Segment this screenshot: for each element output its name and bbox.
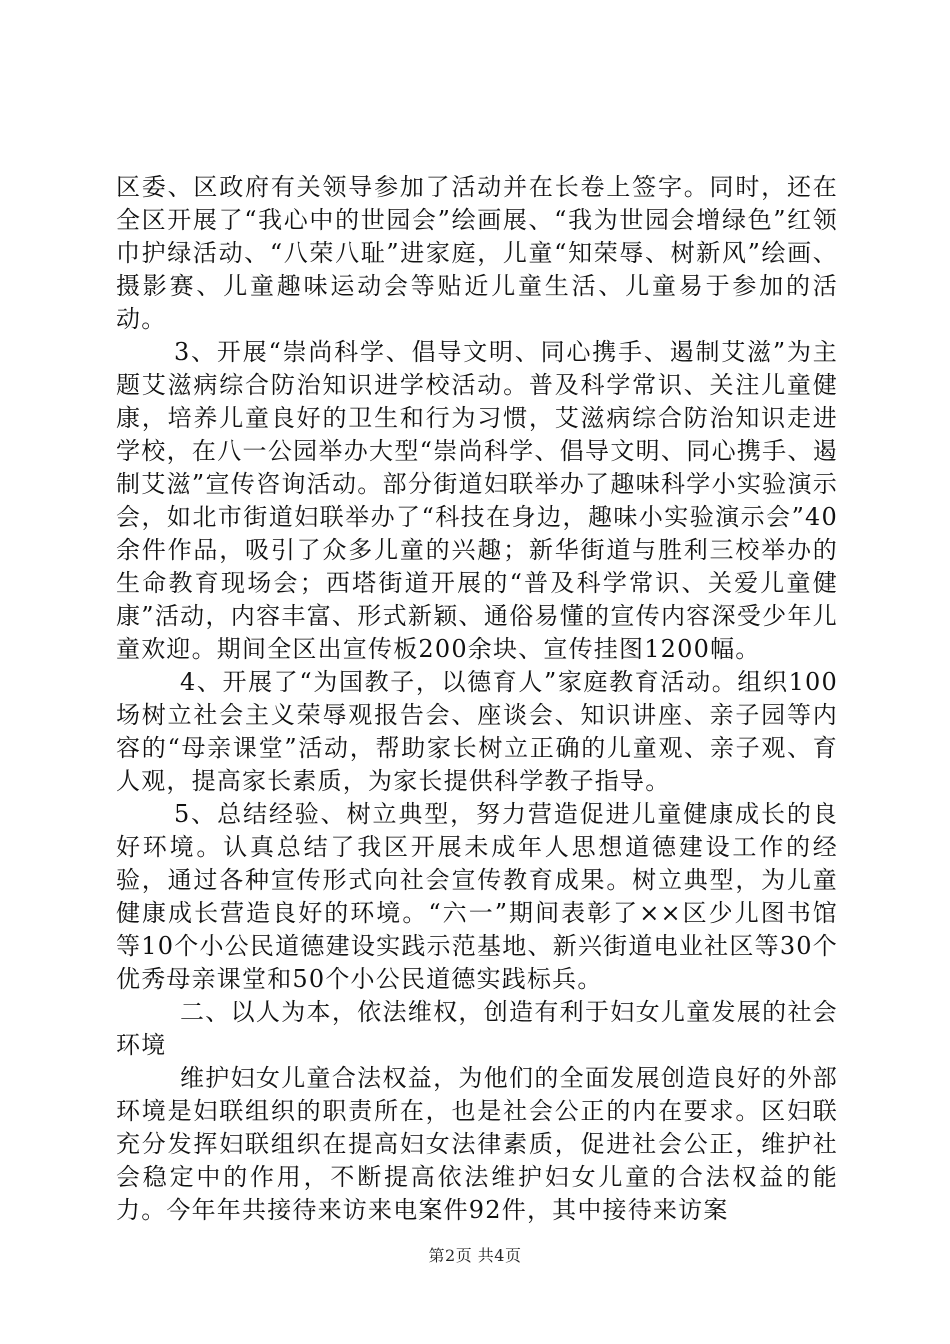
- paragraph-item-5: 5、总结经验、树立典型，努力营造促进儿童健康成长的良好环境。认真总结了我区开展未成年人思想道德建设工作的经验，通过各种宣传形式向社会宣传教育成果。树立典型，为儿童健康成长营造良好的环境。“六一”期间表彰了××区少儿图书馆等10个小公民道德建设实践示范基地、新兴街道电业社区等30个优秀母亲课堂和50个小公民道德实践标兵。: [116, 800, 838, 993]
- section-heading-2: 二、以人为本，依法维权，创造有利于妇女儿童发展的社会环境: [116, 998, 838, 1059]
- paragraph-continuation: 区委、区政府有关领导参加了活动并在长卷上签字。同时，还在全区开展了“我心中的世园会”绘画展、“我为世园会增绿色”红领巾护绿活动、“八荣八耻”进家庭，儿童“知荣辱、树新风”绘画、摄影赛、儿童趣味运动会等贴近儿童生活、儿童易于参加的活动。: [116, 173, 838, 333]
- paragraph-item-3: 3、开展“崇尚科学、倡导文明、同心携手、遏制艾滋”为主题艾滋病综合防治知识进学校活动。普及科学常识、关注儿童健康，培养儿童良好的卫生和行为习惯，艾滋病综合防治知识走进学校，在八一公园举办大型“崇尚科学、倡导文明、同心携手、遏制艾滋”宣传咨询活动。部分街道妇联举办了趣味科学小实验演示会，如北市街道妇联举办了“科技在身边，趣味小实验演示会”40余件作品，吸引了众多儿童的兴趣；新华街道与胜利三校举办的生命教育现场会；西塔街道开展的“普及科学常识、关爱儿童健康”活动，内容丰富、形式新颖、通俗易懂的宣传内容深受少年儿童欢迎。期间全区出宣传板200余块、宣传挂图1200幅。: [116, 338, 838, 663]
- paragraph-item-4: 4、开展了“为国教子，以德育人”家庭教育活动。组织100场树立社会主义荣辱观报告会、座谈会、知识讲座、亲子园等内容的“母亲课堂”活动，帮助家长树立正确的儿童观、亲子观、育人观，提高家长素质，为家长提供科学教子指导。: [116, 668, 838, 795]
- document-body: [116, 171, 838, 1227]
- paragraph-section-2-body: 维护妇女儿童合法权益，为他们的全面发展创造良好的外部环境是妇联组织的职责所在，也是社会公正的内在要求。区妇联充分发挥妇联组织在提高妇女法律素质，促进社会公正，维护社会稳定中的作用，不断提高依法维护妇女儿童的合法权益的能力。今年年共接待来访来电案件92件，其中接待来访案: [116, 1064, 838, 1224]
- page-number-footer: 第2页 共4页: [428, 1246, 522, 1265]
